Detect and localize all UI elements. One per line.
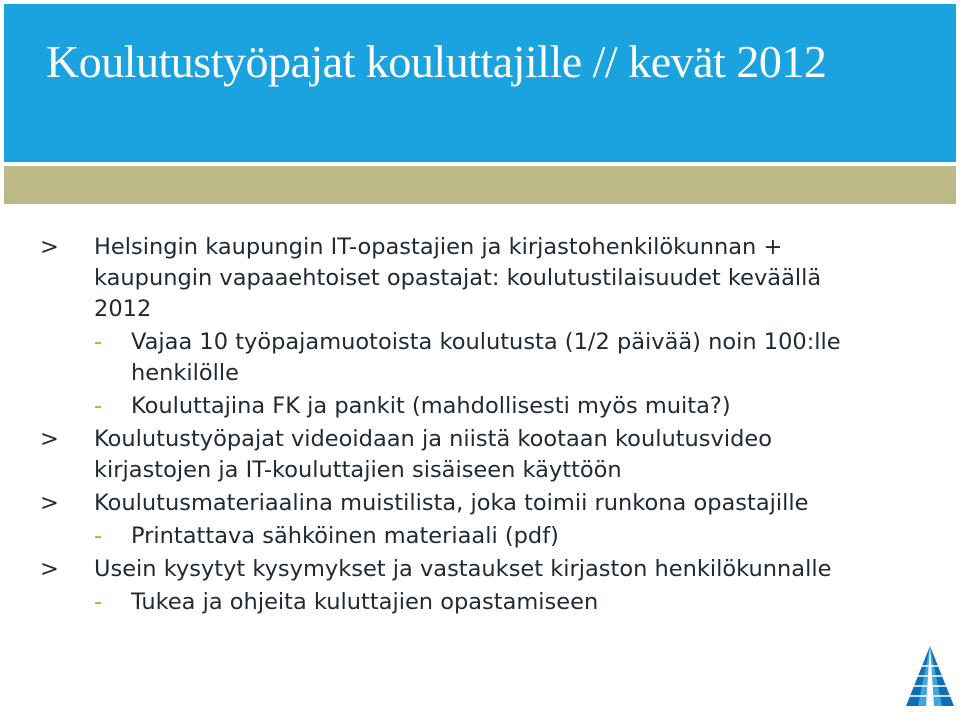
- sub-bullet-item: [0, 391, 960, 422]
- bullet-text-line: Koulutustyöpajat videoidaan ja niistä kootaan koulutusvideo: [94, 426, 772, 452]
- bullet-text-line: Vajaa 10 työpajamuotoista koulutusta (1/2 päivää) noin 100:lle: [131, 329, 841, 355]
- sub-bullet-marker: -: [94, 329, 103, 355]
- bullet-text-line: Kouluttajina FK ja pankit (mahdollisesti myös muita?): [131, 393, 731, 419]
- bullet-marker: >: [40, 556, 59, 582]
- bullet-text-line: Helsingin kaupungin IT-opastajien ja kirjastohenkilökunnan +: [94, 234, 783, 260]
- bullet-text-line: kirjastojen ja IT-kouluttajien sisäiseen käyttöön: [94, 457, 622, 483]
- bullet-marker: >: [40, 426, 59, 452]
- bullet-text-line: Printattava sähköinen materiaali (pdf): [131, 523, 559, 549]
- bullet-marker: >: [40, 490, 59, 516]
- accent-band: [4, 166, 956, 204]
- bullet-text-line: Tukea ja ohjeita kuluttajien opastamiseen: [131, 589, 599, 615]
- sub-bullet-item: [0, 521, 960, 552]
- bullet-text-line: Usein kysytyt kysymykset ja vastaukset kirjaston henkilökunnalle: [94, 556, 832, 582]
- bullet-item: [0, 424, 960, 486]
- bullet-text-line: 2012: [94, 296, 152, 322]
- sub-bullet-marker: -: [94, 393, 103, 419]
- title-band: [4, 4, 956, 162]
- slide-title: Koulutustyöpajat kouluttajille // kevät 2012: [46, 36, 827, 87]
- bullet-text-line: Koulutusmateriaalina muistilista, joka toimii runkona opastajille: [94, 490, 809, 516]
- bullet-item: [0, 232, 960, 325]
- bullet-list: [0, 230, 960, 618]
- bullet-item: [0, 488, 960, 519]
- bullet-item: [0, 554, 960, 585]
- bullet-text-line: kaupungin vapaaehtoiset opastajat: koulutustilaisuudet keväällä: [94, 265, 822, 291]
- bullet-text-line: henkilölle: [131, 360, 240, 386]
- bullet-marker: >: [40, 234, 59, 260]
- sub-bullet-marker: -: [94, 523, 103, 549]
- sub-bullet-item: [0, 587, 960, 618]
- helsinki-pyramid-logo-icon: [904, 644, 956, 708]
- sub-bullet-item: [0, 327, 960, 389]
- sub-bullet-marker: -: [94, 589, 103, 615]
